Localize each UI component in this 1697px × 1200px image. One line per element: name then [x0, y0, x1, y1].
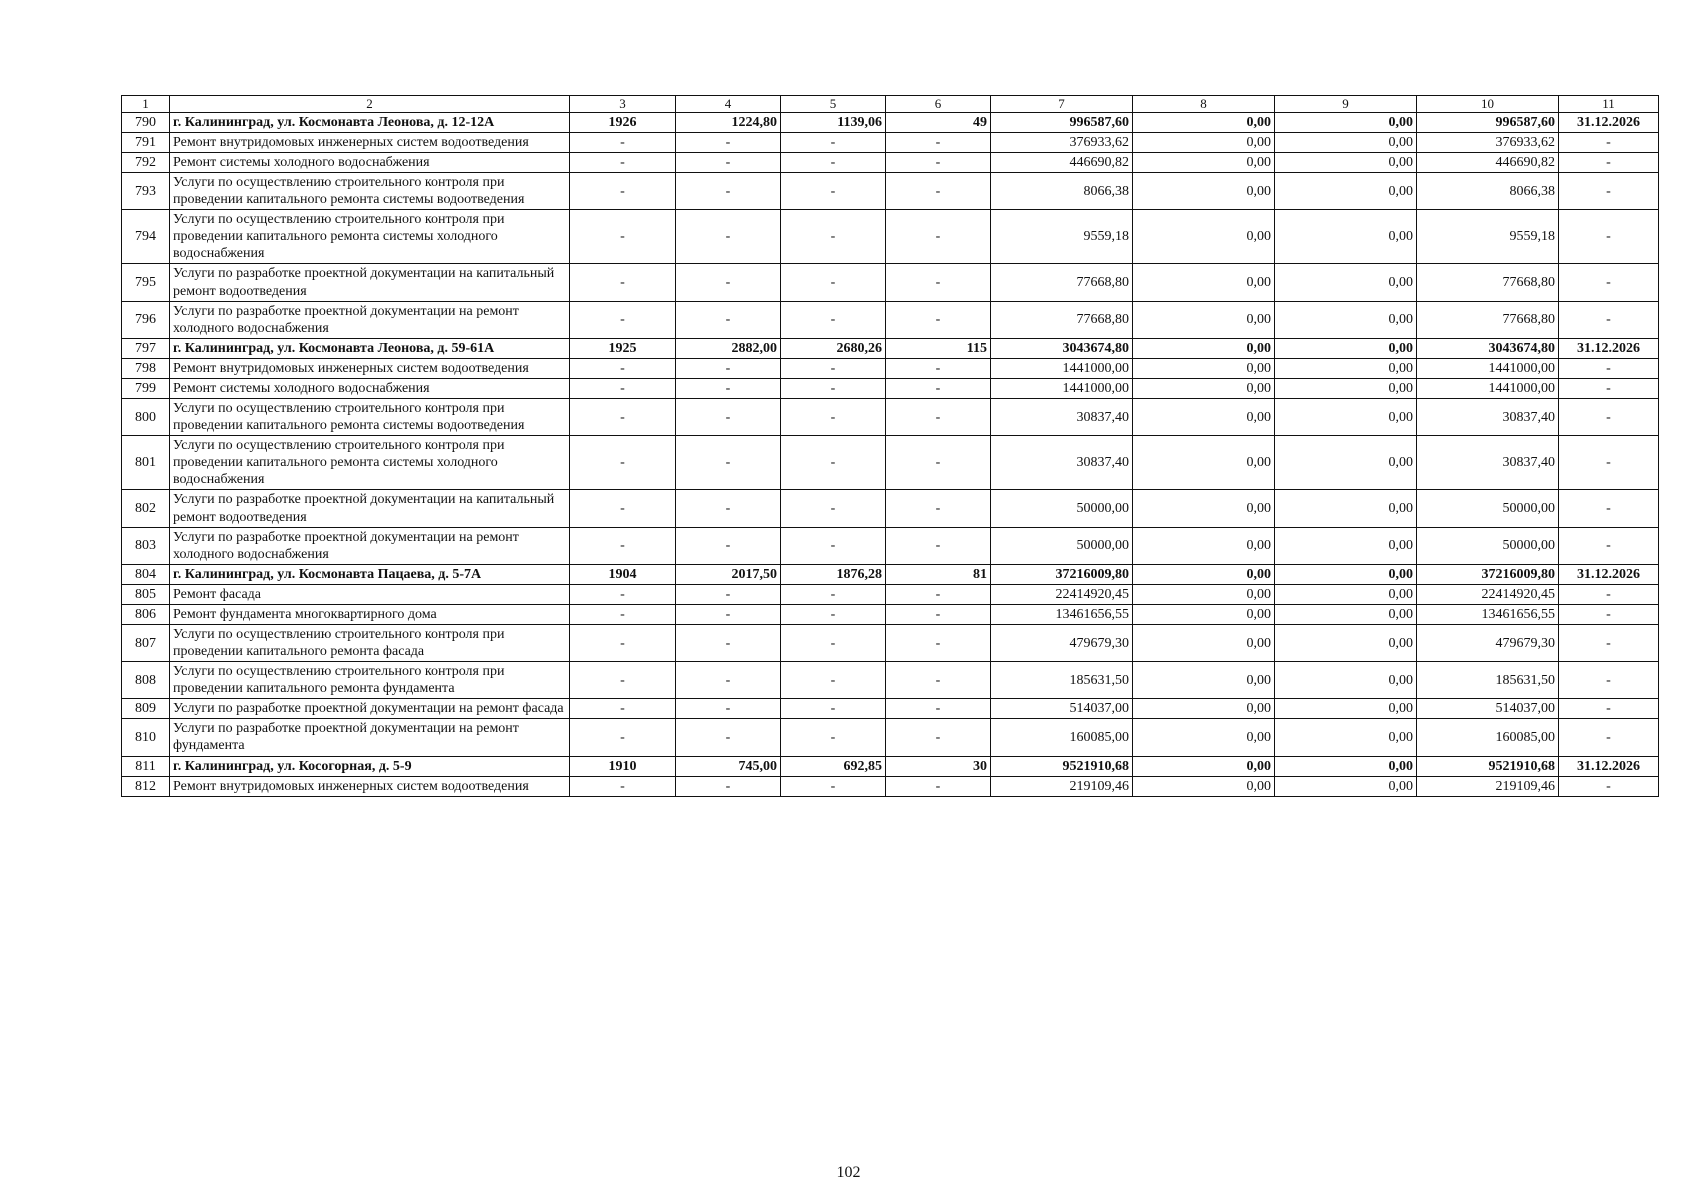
cell-col4: - [676, 436, 781, 490]
cell-col10: 160085,00 [1417, 719, 1559, 756]
row-description: Ремонт внутридомовых инженерных систем водоотведения [170, 132, 570, 152]
cell-col11: - [1559, 584, 1659, 604]
cell-col3: - [570, 662, 676, 699]
cell-col3: - [570, 527, 676, 564]
cell-col4: - [676, 132, 781, 152]
column-number-row [122, 96, 1659, 113]
cell-col11: 31.12.2026 [1559, 564, 1659, 584]
cell-col10: 22414920,45 [1417, 584, 1559, 604]
cell-col6: - [886, 436, 991, 490]
cell-col5: - [781, 604, 886, 624]
cell-col9: 0,00 [1275, 662, 1417, 699]
cell-col4: - [676, 776, 781, 796]
row-number: 793 [122, 173, 170, 210]
cell-col6: - [886, 301, 991, 338]
cell-col11: - [1559, 210, 1659, 264]
cell-col7: 30837,40 [991, 436, 1133, 490]
row-description: г. Калининград, ул. Космонавта Пацаева, д. 5-7А [170, 564, 570, 584]
cell-col5: - [781, 624, 886, 661]
row-description: Услуги по разработке проектной документации на капитальный ремонт водоотведения [170, 490, 570, 527]
cell-col7: 376933,62 [991, 132, 1133, 152]
cell-col6: - [886, 776, 991, 796]
column-number: 2 [170, 96, 570, 113]
row-description: Услуги по осуществлению строительного контроля при проведении капитального ремонта системы водоотведения [170, 399, 570, 436]
cell-col9: 0,00 [1275, 490, 1417, 527]
cell-col11: - [1559, 301, 1659, 338]
row-number: 803 [122, 527, 170, 564]
cell-col6: - [886, 378, 991, 398]
work-row [122, 584, 1659, 604]
cell-col9: 0,00 [1275, 776, 1417, 796]
cell-col11: - [1559, 699, 1659, 719]
cell-col4: 2017,50 [676, 564, 781, 584]
cell-col10: 479679,30 [1417, 624, 1559, 661]
cell-col10: 37216009,80 [1417, 564, 1559, 584]
row-number: 806 [122, 604, 170, 624]
cell-col3: - [570, 301, 676, 338]
cell-col5: - [781, 264, 886, 301]
row-number: 802 [122, 490, 170, 527]
cell-col8: 0,00 [1133, 490, 1275, 527]
cell-col9: 0,00 [1275, 132, 1417, 152]
cell-col5: 2680,26 [781, 338, 886, 358]
cell-col11: - [1559, 378, 1659, 398]
cell-col5: - [781, 719, 886, 756]
row-number: 797 [122, 338, 170, 358]
cell-col7: 479679,30 [991, 624, 1133, 661]
row-description: Ремонт системы холодного водоснабжения [170, 378, 570, 398]
cell-col11: - [1559, 436, 1659, 490]
cell-col7: 219109,46 [991, 776, 1133, 796]
cell-col4: 2882,00 [676, 338, 781, 358]
cell-col9: 0,00 [1275, 527, 1417, 564]
work-row [122, 173, 1659, 210]
cell-col8: 0,00 [1133, 624, 1275, 661]
cell-col4: - [676, 490, 781, 527]
column-number: 3 [570, 96, 676, 113]
cell-col11: 31.12.2026 [1559, 756, 1659, 776]
cell-col10: 50000,00 [1417, 490, 1559, 527]
work-row [122, 662, 1659, 699]
work-row [122, 436, 1659, 490]
cell-col3: - [570, 264, 676, 301]
cell-col7: 30837,40 [991, 399, 1133, 436]
cell-col6: - [886, 490, 991, 527]
cell-col5: - [781, 301, 886, 338]
work-row [122, 624, 1659, 661]
row-description: Услуги по разработке проектной документации на ремонт холодного водоснабжения [170, 301, 570, 338]
cell-col10: 77668,80 [1417, 301, 1559, 338]
cell-col11: - [1559, 399, 1659, 436]
cell-col4: 1224,80 [676, 112, 781, 132]
row-number: 805 [122, 584, 170, 604]
cell-col5: - [781, 132, 886, 152]
cell-col10: 185631,50 [1417, 662, 1559, 699]
cell-col3: - [570, 490, 676, 527]
row-number: 809 [122, 699, 170, 719]
column-number: 4 [676, 96, 781, 113]
cell-col6: - [886, 719, 991, 756]
work-row [122, 378, 1659, 398]
cell-col3: - [570, 719, 676, 756]
cell-col3: - [570, 436, 676, 490]
cell-col9: 0,00 [1275, 604, 1417, 624]
row-description: г. Калининград, ул. Космонавта Леонова, д. 12-12А [170, 112, 570, 132]
work-row [122, 699, 1659, 719]
cell-col11: - [1559, 490, 1659, 527]
cell-col10: 219109,46 [1417, 776, 1559, 796]
row-description: Услуги по осуществлению строительного контроля при проведении капитального ремонта фасада [170, 624, 570, 661]
cell-col10: 30837,40 [1417, 399, 1559, 436]
row-description: Услуги по разработке проектной документации на ремонт холодного водоснабжения [170, 527, 570, 564]
cell-col5: - [781, 527, 886, 564]
cell-col11: - [1559, 264, 1659, 301]
cell-col5: 1139,06 [781, 112, 886, 132]
row-description: Ремонт фасада [170, 584, 570, 604]
row-description: Услуги по осуществлению строительного контроля при проведении капитального ремонта системы холодного водоснабжения [170, 210, 570, 264]
cell-col9: 0,00 [1275, 301, 1417, 338]
row-description: Услуги по осуществлению строительного контроля при проведении капитального ремонта системы холодного водоснабжения [170, 436, 570, 490]
cell-col8: 0,00 [1133, 112, 1275, 132]
cell-col8: 0,00 [1133, 358, 1275, 378]
cell-col10: 9521910,68 [1417, 756, 1559, 776]
cell-col10: 13461656,55 [1417, 604, 1559, 624]
work-row [122, 153, 1659, 173]
cell-col10: 8066,38 [1417, 173, 1559, 210]
cell-col7: 996587,60 [991, 112, 1133, 132]
cell-col3: - [570, 699, 676, 719]
cell-col6: - [886, 399, 991, 436]
row-number: 796 [122, 301, 170, 338]
cell-col3: - [570, 153, 676, 173]
work-row [122, 490, 1659, 527]
cell-col9: 0,00 [1275, 338, 1417, 358]
work-row [122, 358, 1659, 378]
cell-col4: - [676, 378, 781, 398]
cell-col6: - [886, 604, 991, 624]
cell-col6: - [886, 173, 991, 210]
cell-col7: 1441000,00 [991, 358, 1133, 378]
cell-col10: 1441000,00 [1417, 358, 1559, 378]
cell-col3: - [570, 624, 676, 661]
cell-col5: - [781, 436, 886, 490]
cell-col10: 3043674,80 [1417, 338, 1559, 358]
work-row [122, 604, 1659, 624]
column-number: 10 [1417, 96, 1559, 113]
cell-col6: 49 [886, 112, 991, 132]
work-row [122, 301, 1659, 338]
cell-col8: 0,00 [1133, 564, 1275, 584]
row-description: Услуги по осуществлению строительного контроля при проведении капитального ремонта системы водоотведения [170, 173, 570, 210]
row-number: 799 [122, 378, 170, 398]
cell-col6: 30 [886, 756, 991, 776]
row-description: Услуги по разработке проектной документации на ремонт фундамента [170, 719, 570, 756]
capital-repair-table [121, 95, 1659, 797]
cell-col9: 0,00 [1275, 358, 1417, 378]
cell-col4: - [676, 662, 781, 699]
cell-col8: 0,00 [1133, 399, 1275, 436]
cell-col8: 0,00 [1133, 776, 1275, 796]
cell-col11: - [1559, 527, 1659, 564]
cell-col3: 1910 [570, 756, 676, 776]
cell-col6: - [886, 264, 991, 301]
cell-col4: - [676, 210, 781, 264]
cell-col8: 0,00 [1133, 719, 1275, 756]
cell-col8: 0,00 [1133, 338, 1275, 358]
cell-col4: - [676, 399, 781, 436]
cell-col6: - [886, 662, 991, 699]
cell-col5: - [781, 399, 886, 436]
cell-col10: 1441000,00 [1417, 378, 1559, 398]
cell-col9: 0,00 [1275, 756, 1417, 776]
column-number: 9 [1275, 96, 1417, 113]
row-number: 798 [122, 358, 170, 378]
cell-col8: 0,00 [1133, 173, 1275, 210]
cell-col7: 1441000,00 [991, 378, 1133, 398]
work-row [122, 264, 1659, 301]
cell-col7: 9559,18 [991, 210, 1133, 264]
cell-col9: 0,00 [1275, 264, 1417, 301]
cell-col3: - [570, 399, 676, 436]
cell-col5: 692,85 [781, 756, 886, 776]
cell-col7: 77668,80 [991, 301, 1133, 338]
cell-col9: 0,00 [1275, 564, 1417, 584]
cell-col8: 0,00 [1133, 699, 1275, 719]
row-number: 808 [122, 662, 170, 699]
cell-col6: - [886, 624, 991, 661]
cell-col7: 9521910,68 [991, 756, 1133, 776]
cell-col7: 8066,38 [991, 173, 1133, 210]
cell-col8: 0,00 [1133, 584, 1275, 604]
cell-col5: - [781, 490, 886, 527]
cell-col5: - [781, 358, 886, 378]
cell-col3: - [570, 210, 676, 264]
cell-col8: 0,00 [1133, 301, 1275, 338]
cell-col4: - [676, 264, 781, 301]
cell-col4: - [676, 584, 781, 604]
cell-col4: - [676, 358, 781, 378]
cell-col9: 0,00 [1275, 153, 1417, 173]
cell-col9: 0,00 [1275, 399, 1417, 436]
row-number: 800 [122, 399, 170, 436]
cell-col5: - [781, 662, 886, 699]
cell-col11: - [1559, 662, 1659, 699]
row-description: Услуги по разработке проектной документации на ремонт фасада [170, 699, 570, 719]
cell-col3: - [570, 173, 676, 210]
row-number: 791 [122, 132, 170, 152]
row-description: Услуги по разработке проектной документации на капитальный ремонт водоотведения [170, 264, 570, 301]
cell-col7: 185631,50 [991, 662, 1133, 699]
work-row [122, 776, 1659, 796]
row-number: 790 [122, 112, 170, 132]
cell-col11: 31.12.2026 [1559, 112, 1659, 132]
cell-col8: 0,00 [1133, 527, 1275, 564]
cell-col11: 31.12.2026 [1559, 338, 1659, 358]
column-number: 8 [1133, 96, 1275, 113]
cell-col7: 77668,80 [991, 264, 1133, 301]
work-row [122, 527, 1659, 564]
cell-col6: 115 [886, 338, 991, 358]
cell-col3: - [570, 378, 676, 398]
cell-col6: - [886, 132, 991, 152]
cell-col4: - [676, 699, 781, 719]
column-number: 1 [122, 96, 170, 113]
cell-col11: - [1559, 604, 1659, 624]
cell-col8: 0,00 [1133, 378, 1275, 398]
row-number: 795 [122, 264, 170, 301]
cell-col7: 514037,00 [991, 699, 1133, 719]
cell-col7: 37216009,80 [991, 564, 1133, 584]
row-number: 812 [122, 776, 170, 796]
cell-col10: 30837,40 [1417, 436, 1559, 490]
row-description: Ремонт внутридомовых инженерных систем водоотведения [170, 358, 570, 378]
house-row [122, 338, 1659, 358]
cell-col9: 0,00 [1275, 112, 1417, 132]
cell-col6: - [886, 584, 991, 604]
cell-col6: - [886, 527, 991, 564]
cell-col11: - [1559, 776, 1659, 796]
cell-col9: 0,00 [1275, 210, 1417, 264]
cell-col7: 50000,00 [991, 490, 1133, 527]
row-number: 794 [122, 210, 170, 264]
row-description: Услуги по осуществлению строительного контроля при проведении капитального ремонта фундамента [170, 662, 570, 699]
row-number: 801 [122, 436, 170, 490]
page-number: 102 [836, 1164, 861, 1181]
cell-col4: - [676, 153, 781, 173]
column-number: 11 [1559, 96, 1659, 113]
cell-col4: - [676, 719, 781, 756]
cell-col11: - [1559, 173, 1659, 210]
cell-col10: 446690,82 [1417, 153, 1559, 173]
row-description: г. Калининград, ул. Космонавта Леонова, д. 59-61А [170, 338, 570, 358]
cell-col3: - [570, 358, 676, 378]
row-description: Ремонт внутридомовых инженерных систем водоотведения [170, 776, 570, 796]
cell-col9: 0,00 [1275, 719, 1417, 756]
cell-col7: 446690,82 [991, 153, 1133, 173]
cell-col7: 160085,00 [991, 719, 1133, 756]
cell-col11: - [1559, 358, 1659, 378]
register-sheet [121, 95, 1658, 797]
column-number: 7 [991, 96, 1133, 113]
cell-col5: - [781, 153, 886, 173]
cell-col8: 0,00 [1133, 604, 1275, 624]
cell-col5: - [781, 378, 886, 398]
cell-col3: - [570, 132, 676, 152]
cell-col4: - [676, 604, 781, 624]
cell-col5: - [781, 173, 886, 210]
cell-col7: 22414920,45 [991, 584, 1133, 604]
cell-col8: 0,00 [1133, 756, 1275, 776]
cell-col3: - [570, 584, 676, 604]
row-description: Ремонт фундамента многоквартирного дома [170, 604, 570, 624]
table-body [122, 96, 1659, 797]
cell-col10: 9559,18 [1417, 210, 1559, 264]
cell-col10: 50000,00 [1417, 527, 1559, 564]
cell-col6: - [886, 358, 991, 378]
column-number: 5 [781, 96, 886, 113]
cell-col11: - [1559, 132, 1659, 152]
cell-col3: 1926 [570, 112, 676, 132]
cell-col8: 0,00 [1133, 662, 1275, 699]
cell-col7: 50000,00 [991, 527, 1133, 564]
cell-col5: - [781, 699, 886, 719]
work-row [122, 210, 1659, 264]
row-number: 807 [122, 624, 170, 661]
cell-col11: - [1559, 719, 1659, 756]
row-number: 810 [122, 719, 170, 756]
cell-col10: 376933,62 [1417, 132, 1559, 152]
cell-col7: 13461656,55 [991, 604, 1133, 624]
row-description: Ремонт системы холодного водоснабжения [170, 153, 570, 173]
cell-col3: 1925 [570, 338, 676, 358]
column-number: 6 [886, 96, 991, 113]
cell-col6: - [886, 210, 991, 264]
cell-col4: 745,00 [676, 756, 781, 776]
cell-col3: 1904 [570, 564, 676, 584]
cell-col4: - [676, 301, 781, 338]
cell-col3: - [570, 604, 676, 624]
row-number: 804 [122, 564, 170, 584]
cell-col6: - [886, 699, 991, 719]
cell-col6: 81 [886, 564, 991, 584]
work-row [122, 719, 1659, 756]
house-row [122, 564, 1659, 584]
cell-col8: 0,00 [1133, 153, 1275, 173]
cell-col9: 0,00 [1275, 699, 1417, 719]
cell-col8: 0,00 [1133, 264, 1275, 301]
cell-col10: 514037,00 [1417, 699, 1559, 719]
cell-col8: 0,00 [1133, 436, 1275, 490]
cell-col3: - [570, 776, 676, 796]
cell-col5: - [781, 210, 886, 264]
cell-col10: 996587,60 [1417, 112, 1559, 132]
cell-col9: 0,00 [1275, 173, 1417, 210]
row-number: 792 [122, 153, 170, 173]
cell-col4: - [676, 624, 781, 661]
cell-col9: 0,00 [1275, 624, 1417, 661]
cell-col4: - [676, 173, 781, 210]
cell-col9: 0,00 [1275, 584, 1417, 604]
cell-col8: 0,00 [1133, 210, 1275, 264]
cell-col10: 77668,80 [1417, 264, 1559, 301]
cell-col9: 0,00 [1275, 436, 1417, 490]
cell-col5: - [781, 584, 886, 604]
house-row [122, 756, 1659, 776]
cell-col11: - [1559, 153, 1659, 173]
row-description: г. Калининград, ул. Косогорная, д. 5-9 [170, 756, 570, 776]
cell-col8: 0,00 [1133, 132, 1275, 152]
cell-col7: 3043674,80 [991, 338, 1133, 358]
cell-col11: - [1559, 624, 1659, 661]
work-row [122, 132, 1659, 152]
cell-col5: 1876,28 [781, 564, 886, 584]
row-number: 811 [122, 756, 170, 776]
cell-col6: - [886, 153, 991, 173]
cell-col4: - [676, 527, 781, 564]
cell-col5: - [781, 776, 886, 796]
house-row [122, 112, 1659, 132]
cell-col9: 0,00 [1275, 378, 1417, 398]
work-row [122, 399, 1659, 436]
